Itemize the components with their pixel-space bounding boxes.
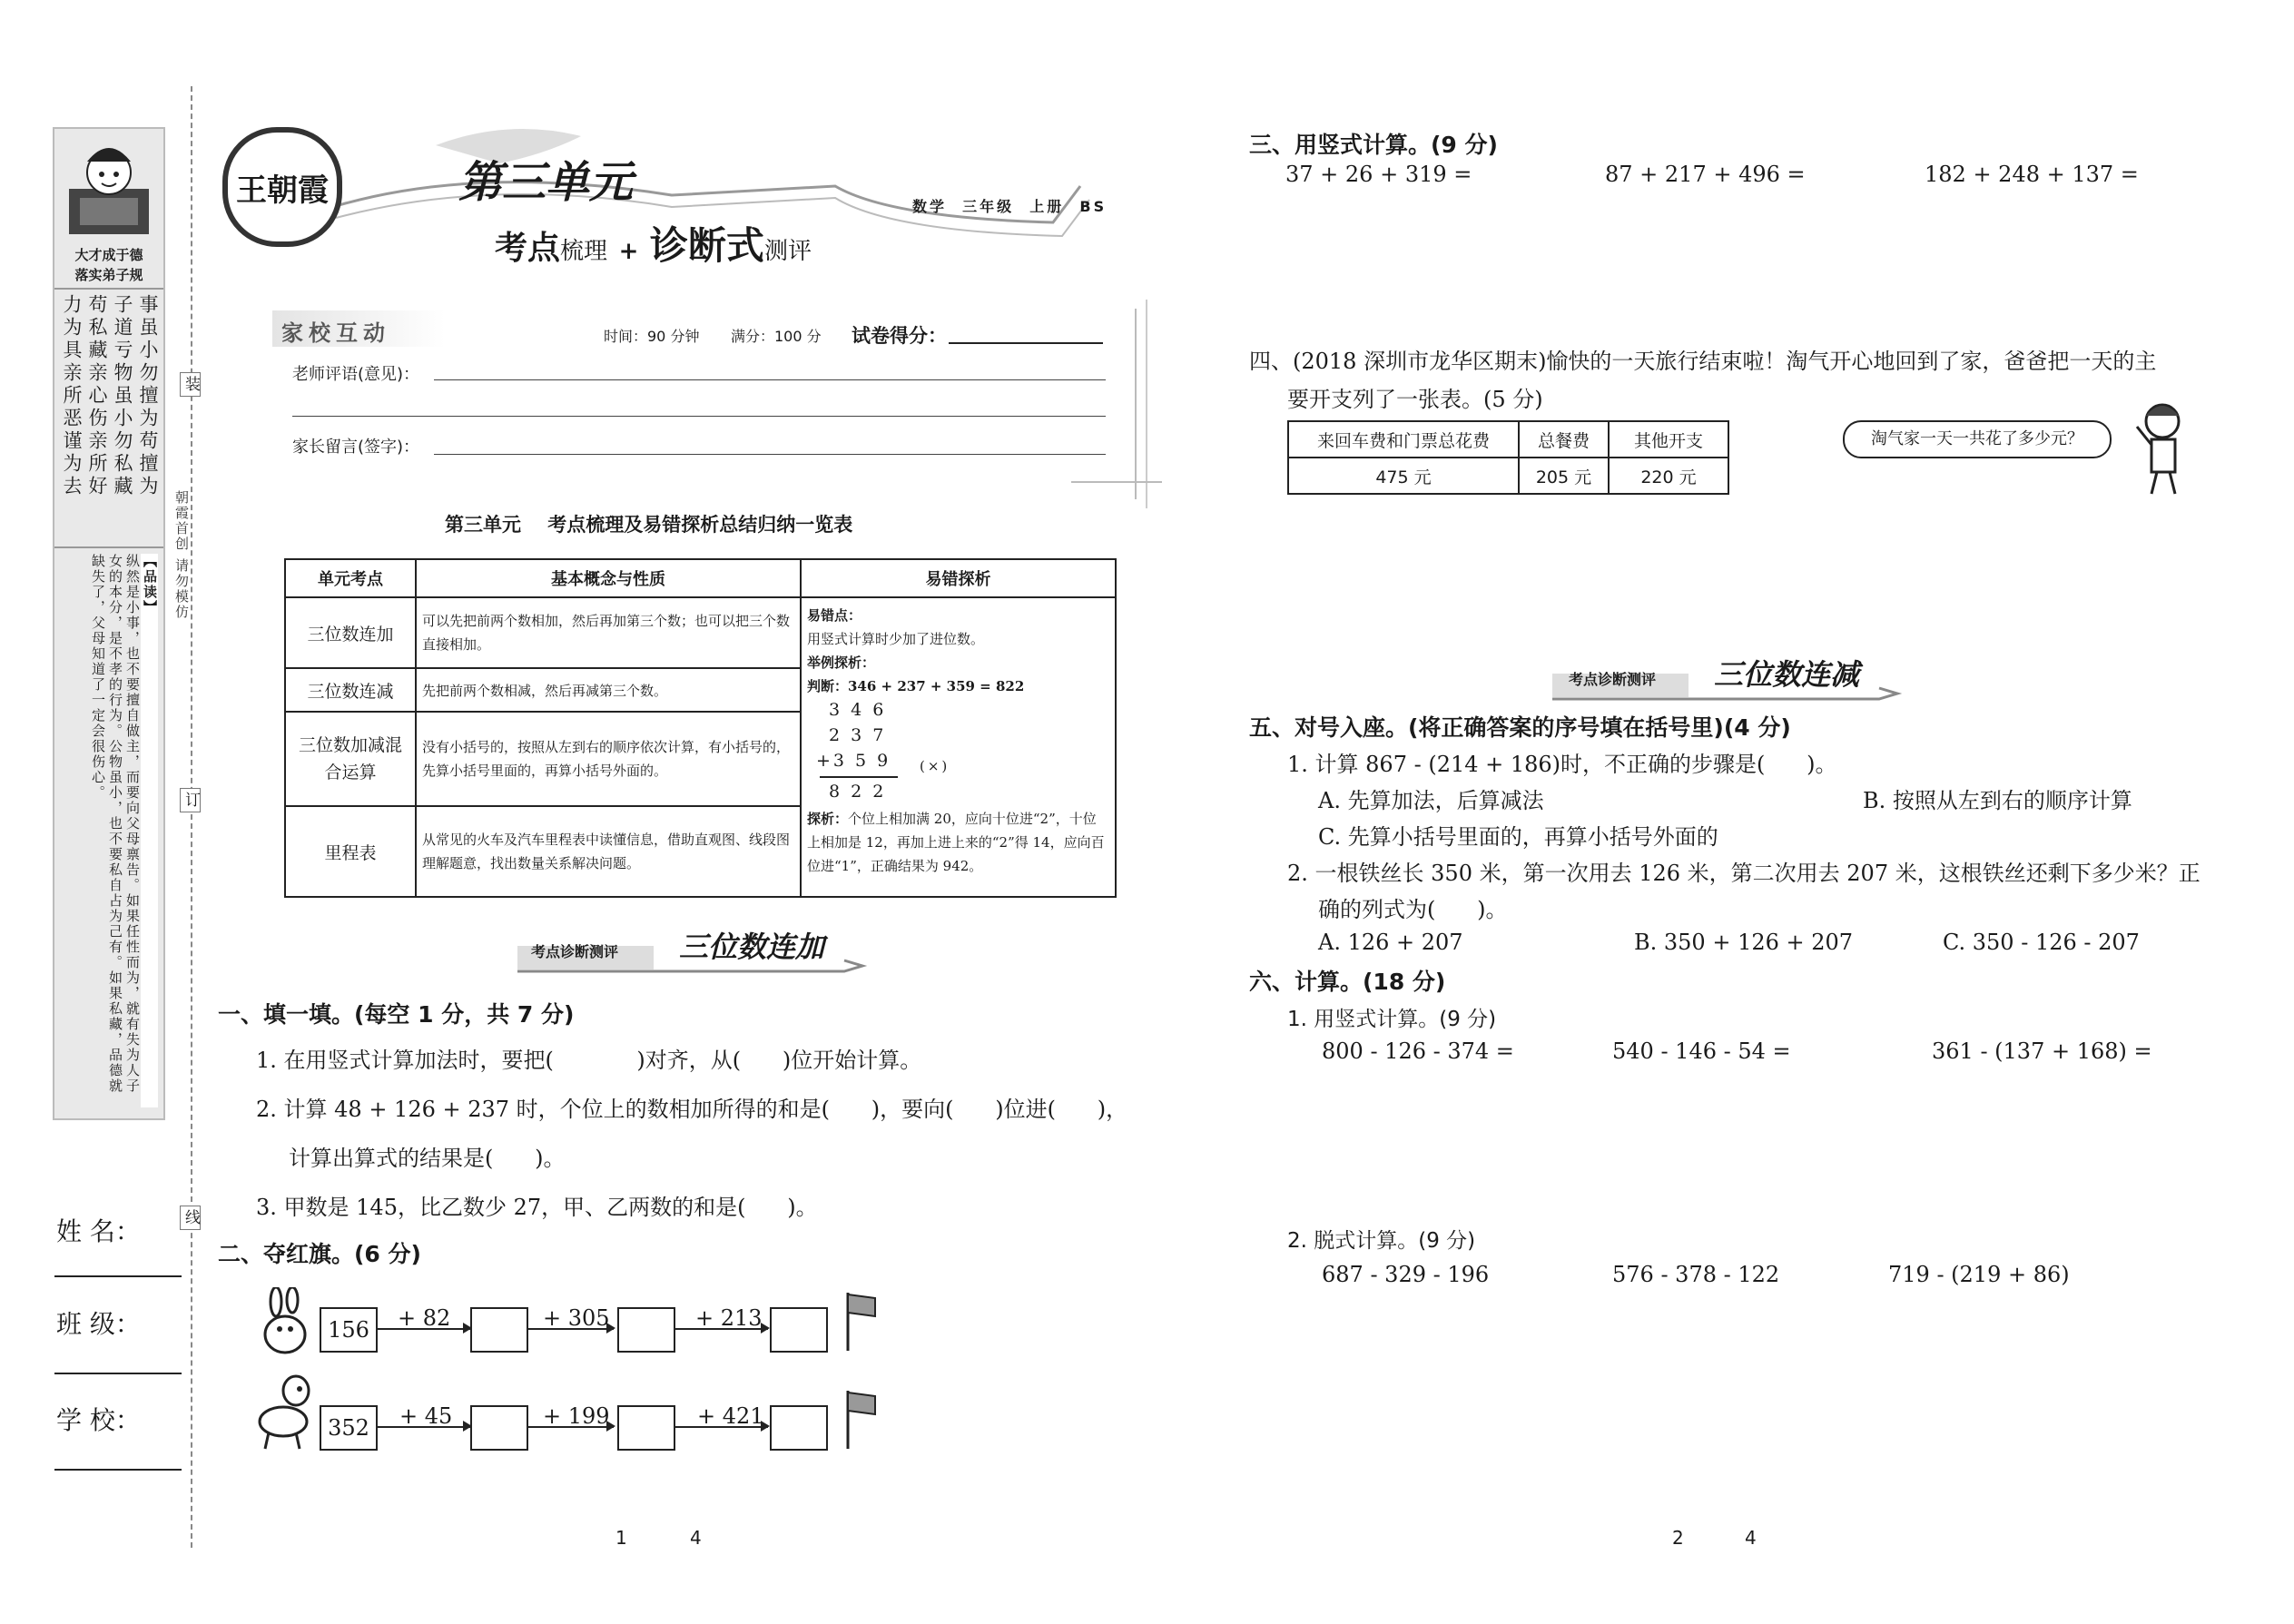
chain2-op: + 199 [543,1403,610,1429]
option-item[interactable]: B. 350 + 126 + 207 [1634,930,1854,955]
poem-line: 力为具 [61,294,83,362]
unit-title: 第三单元 [458,157,634,208]
reading-label: 【品读】 [141,554,158,1107]
expense-header: 来回车费和门票总花费 [1288,421,1519,458]
summary-title: 第三单元 考点梳理及易错探析总结归纳一览表 [445,514,853,536]
chain2-answer-box[interactable] [770,1405,828,1451]
exam-time: 时间：90 分钟 [604,328,700,345]
section3-problem: 87 + 217 + 496 = [1605,162,1806,187]
subtitle-part: 梳理 [560,238,608,265]
chain1-answer-box[interactable] [617,1307,675,1353]
expense-value: 205 元 [1519,458,1609,494]
topic-cell: 三位数连减 [285,668,416,712]
header-subtitle [495,216,812,271]
poem-line: 勿私藏 [112,430,133,498]
poem-line: 亲所恶 [61,362,83,430]
option-item[interactable]: A. 126 + 207 [1318,930,1463,955]
example-label: 举例探析： [807,655,876,671]
chain1-start: 156 [320,1307,378,1353]
section1-q2-cont: 计算出算式的结果是( )。 [289,1146,566,1171]
chain1-answer-box[interactable] [470,1307,528,1353]
example-judge: 判断：346 + 237 + 359 = 822 [807,678,1025,694]
section5-title: 五、对号入座。(将正确答案的序号填在括号里)(4 分) [1249,714,1791,741]
chain2-start: 352 [320,1405,378,1451]
section3-title: 三、用竖式计算。(9 分) [1249,132,1498,158]
class-field[interactable] [54,1373,182,1374]
subtitle-part: 考点 [495,229,561,267]
left-page-number: 1 [615,1527,627,1549]
error-analysis-cell [801,597,1116,897]
sidebar-motto-top: 大才成于德 [74,247,143,263]
poem-line: 子道亏 [112,294,133,362]
table-header: 易错探析 [801,559,1116,597]
subtitle-plus: + [618,238,639,265]
poem-line: 事虽小 [137,294,159,362]
score-field[interactable] [949,342,1103,344]
section4-line2: 要开支列了一张表。(5 分) [1287,387,1543,412]
topic-cell: 三位数连加 [285,597,416,668]
concept-cell: 没有小括号的，按照从左到右的顺序依次计算，有小括号的，先算小括号里面的，再算小括号外面的。 [416,712,801,806]
poem-line: 亲所好 [86,430,108,498]
section6-problem: 540 - 146 - 54 = [1612,1038,1791,1064]
class-label: 班 级： [56,1309,141,1339]
section6-problem: 800 - 126 - 374 = [1322,1038,1514,1064]
concept-cell: 先把前两个数相减，然后再减第三个数。 [416,668,801,712]
chain2-answer-box[interactable] [617,1405,675,1451]
sidebar-reading [60,554,158,1107]
section6-sub2: 2. 脱式计算。(9 分) [1287,1229,1476,1253]
poem-line: 勿擅为 [137,362,159,430]
section1-title: 一、填一填。(每空 1 分，共 7 分) [218,1001,575,1028]
left-page-total: 4 [690,1527,702,1549]
poem-line: 物虽小 [112,362,133,430]
table-header: 基本概念与性质 [416,559,801,597]
expense-header: 其他开支 [1609,421,1728,458]
banner-small: 考点诊断测评 [1569,671,1657,688]
section3-problem: 182 + 248 + 137 = [1925,162,2139,187]
poem-line: 亲心伤 [86,362,108,430]
reading-text: 纵然是小事，也不要擅自做主，而要向父母禀告。如果任性而为，就有失为人子女的本分，是不孝的行为。公物虽小，也不要私自占为己有。如果私藏，品德就缺失了，父母知道了一定会很伤心。 [90,554,141,1094]
sidebar-motto-bottom: 落实弟子规 [74,267,143,283]
option-item[interactable]: A. 先算加法，后算减法 [1318,788,1544,813]
name-label: 姓 名： [56,1216,141,1246]
right-page-number: 2 [1672,1527,1684,1549]
chain1-op: + 305 [543,1305,610,1331]
banner-small: 考点诊断测评 [531,943,619,960]
section6-title: 六、计算。(18 分) [1249,969,1446,995]
cut-mark: 线 [180,1206,201,1230]
section4-line1: 四、(2018 深圳市龙华区期末)愉快的一天旅行结束啦！淘气开心地回到了家，爸爸把一天的主 [1249,349,2157,374]
school-field[interactable] [54,1469,182,1471]
analysis-text: 个位上相加满 20，应向十位进“2”，十位上相加是 12，再加上进上来的“2”得 14，应向百位进“1”，正确结果为 942。 [807,811,1105,874]
scholar-mascot-icon [62,134,156,243]
poem-line: 谨为去 [61,430,83,498]
chain2-answer-box[interactable] [470,1405,528,1451]
banner-big: 三位数连加 [679,930,825,964]
exam-full-score: 满分：100 分 [731,328,822,345]
vertical-line: 2 3 7 [829,725,887,745]
chain2-op: + 45 [399,1403,453,1429]
concept-cell: 从常见的火车及汽车里程表中读懂信息，借助直观图、线段图理解题意，找出数量关系解决问题。 [416,806,801,897]
cut-mark: 装 [180,372,201,397]
parent-comment-label: 家长留言(签字)： [292,438,420,457]
parent-comment-field[interactable] [434,454,1106,455]
section6-problem: 719 - (219 + 86) [1888,1262,2070,1287]
section6-problem: 361 - (137 + 168) = [1932,1038,2152,1064]
brand-logo-text: 王朝霞 [236,172,329,209]
school-label: 学 校： [56,1405,141,1435]
chain2-op: + 421 [697,1403,764,1429]
error-point-label: 易错点： [807,607,862,624]
section1-q3: 3. 甲数是 145，比乙数少 27，甲、乙两数的和是( )。 [256,1195,818,1220]
score-label: 试卷得分： [852,325,947,347]
chain1-op: + 82 [398,1305,451,1331]
section3-problem: 37 + 26 + 319 = [1285,162,1472,187]
subtitle-part: 测评 [763,238,812,265]
section1-q2: 2. 计算 48 + 126 + 237 时，个位上的数相加所得的和是( )，要向( )位进( )， [256,1097,1128,1122]
analysis-label: 探析： [807,811,849,827]
grade-info: 数学 三年级 上册 BS [912,198,1108,215]
rabbit-icon [256,1287,320,1360]
section6-problem: 687 - 329 - 196 [1322,1262,1490,1287]
error-mark: (×) [920,758,950,774]
boy-naughty-icon [2133,399,2197,499]
expense-table [1287,420,1729,495]
section6-problem: 576 - 378 - 122 [1612,1262,1780,1287]
vertical-line: 3 4 6 [829,700,887,720]
name-field[interactable] [54,1275,182,1277]
home-school-label: 家校互动 [281,320,390,346]
speech-bubble: 淘气家一天一共花了多少元？ [1843,420,2112,458]
cut-mark: 订 [180,788,201,812]
summary-table [284,558,1117,898]
subtitle-part: 诊断式 [649,223,764,268]
binding-dashed-line [191,86,192,1548]
section1-q1: 1. 在用竖式计算加法时，要把( )对齐，从( )位开始计算。 [256,1048,922,1073]
vertical-line: +3 5 9 [816,751,891,771]
topic-cell: 里程表 [285,806,416,897]
sidebar-poem [60,294,160,503]
red-flag-icon [842,1289,879,1353]
section5-q2-cont: 确的列式为( )。 [1318,897,1508,922]
table-header: 单元考点 [285,559,416,597]
expense-header: 总餐费 [1519,421,1609,458]
option-item[interactable]: C. 先算小括号里面的，再算小括号外面的 [1318,824,1718,850]
right-page-total: 4 [1745,1527,1757,1549]
expense-value: 475 元 [1288,458,1519,494]
teacher-comment-label: 老师评语(意见)： [292,365,420,384]
red-flag-icon [842,1387,879,1451]
section6-sub1: 1. 用竖式计算。(9 分) [1287,1008,1497,1031]
copyright-note: 朝霞首创 请勿模仿 [173,490,190,620]
section2-title: 二、夺红旗。(6 分) [218,1241,421,1267]
sidebar-panel [53,127,165,1120]
expense-value: 220 元 [1609,458,1728,494]
poem-line: 苟擅为 [137,430,159,498]
topic-cell: 三位数加减混合运算 [285,712,416,806]
brand-logo [222,127,342,247]
section5-q2: 2. 一根铁丝长 350 米，第一次用去 126 米，第二次用去 207 米，这根铁丝还剩下多少米？正 [1287,861,2200,886]
vertical-line: 8 2 2 [829,782,887,802]
option-item[interactable]: C. 350 - 126 - 207 [1943,930,2140,955]
teacher-comment-field[interactable] [434,379,1106,380]
section5-q1: 1. 计算 867 - (214 + 186)时，不正确的步骤是( )。 [1287,752,1837,777]
chain1-op: + 213 [695,1305,763,1331]
poem-line: 苟私藏 [86,294,108,362]
option-item[interactable]: B. 按照从左到右的顺序计算 [1863,788,2132,813]
chain1-answer-box[interactable] [770,1307,828,1353]
concept-cell: 可以先把前两个数相加，然后再加第三个数；也可以把三个数直接相加。 [416,597,801,668]
banner-big: 三位数连减 [1714,657,1860,692]
teacher-comment-line[interactable] [292,416,1106,417]
donkey-icon [252,1369,318,1451]
error-point-text: 用竖式计算时少加了进位数。 [807,631,985,647]
